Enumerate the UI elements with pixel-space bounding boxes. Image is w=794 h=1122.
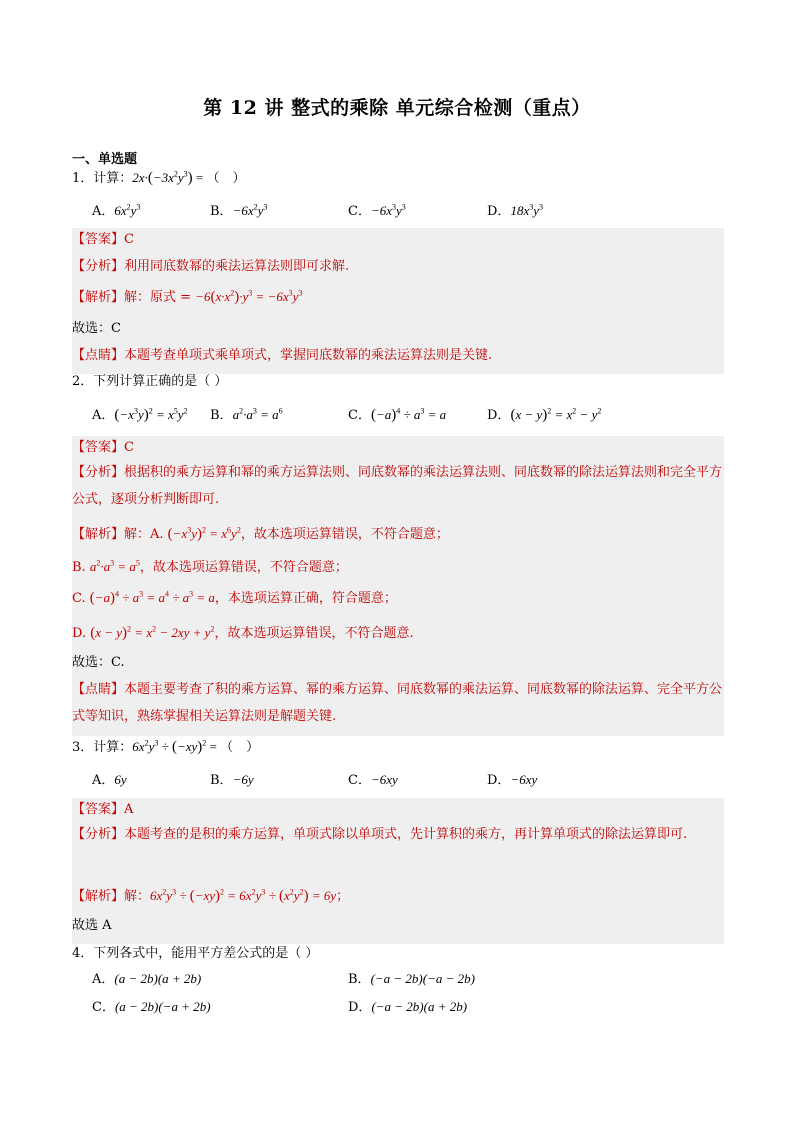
question-2-option-a: A．$(-x^3y)^2 = x^5y^2$	[92, 406, 188, 423]
question-4-option-d: D．(−a − 2b)(a + 2b)	[348, 999, 468, 1015]
question-3-option-c: C．−6xy	[348, 772, 398, 788]
question-3-expression: $6x^2y^3 \div (-xy)^2$ = （ ）	[132, 738, 260, 755]
question-2-analysis: 【分析】根据积的乘方运算和幂的乘方运算法则、同底数幂的乘法运算法则、同底数幂的除法运算法则和完全平方公式，逐项分析判断即可.	[72, 465, 723, 507]
question-3-answer-box	[72, 798, 724, 944]
question-4-option-b: B．(−a − 2b)(−a − 2b)	[348, 971, 475, 987]
question-2-solution-b: B. $a^2\cdot a^3 = a^5$，故本选项运算错误，不符合题意；	[72, 558, 348, 575]
question-4-option-a: A．(a − 2b)(a + 2b)	[92, 971, 202, 987]
section-heading: 一、单选题	[72, 152, 138, 167]
question-1-answer-box	[72, 228, 724, 374]
question-2-solution-c: C. $(-a)^4 \div a^3 = a^4 \div a^3 = a$，本选项运算正确，符合题意；	[72, 589, 397, 606]
question-3-stem: 3．计算：	[72, 740, 133, 755]
question-1-solution: 【解析】解：原式 = $-6(x\cdot x^2)\cdot y^3 = -6x^3y^3$	[72, 288, 303, 305]
question-3-answer: 【答案】A	[72, 802, 134, 817]
question-2-answer: 【答案】C	[72, 440, 134, 455]
question-2-choice: 故选：C.	[72, 655, 125, 670]
question-2-comment: 【点睛】本题主要考查了积的乘方运算、幂的乘方运算、同底数幂的乘法运算、同底数幂的除法运算、完全平方公式等知识，熟练掌握相关运算法则是解题关键.	[72, 682, 723, 724]
question-3	[72, 737, 259, 758]
question-2-option-d: D．$(x - y)^2 = x^2 - y^2$	[487, 406, 602, 423]
question-1-choice: 故选：C	[72, 321, 121, 336]
question-1-expression: $2x\cdot(-3x^2y^3)$ = （ ）	[132, 169, 246, 186]
question-4-option-c: C．(a − 2b)(−a + 2b)	[92, 999, 211, 1015]
question-1-option-d: D．$18x^3y^3$	[487, 202, 543, 219]
question-3-choice: 故选 A	[72, 918, 112, 933]
question-2-stem: 2．下列计算正确的是（ ）	[72, 374, 228, 389]
question-1-stem: 1．计算：	[72, 171, 133, 186]
question-3-option-b: B．−6y	[210, 772, 254, 788]
question-2-solution-a: 【解析】解：A. $(-x^3y)^2 = x^6y^2$，故本选项运算错误，不符合题意；	[72, 525, 449, 542]
question-2-solution-d: D. $(x - y)^2 = x^2 - 2xy + y^2$，故本选项运算错误，不符合题意.	[72, 624, 414, 641]
question-2-answer-box	[72, 436, 724, 736]
question-2-option-b: B．$a^2\cdot a^3 = a^6$	[210, 406, 283, 423]
question-4-stem: 4．下列各式中，能用平方差公式的是（ ）	[72, 946, 319, 961]
question-1	[72, 168, 245, 189]
question-1-comment: 【点睛】本题考查单项式乘单项式，掌握同底数幂的乘法运算法则是关键.	[72, 348, 493, 363]
question-1-answer: 【答案】C	[72, 232, 134, 247]
page-title: 第 12 讲 整式的乘除 单元综合检测（重点）	[203, 97, 591, 119]
question-1-option-c: C．$-6x^3y^3$	[348, 202, 406, 219]
question-3-option-d: D．−6xy	[487, 772, 538, 788]
question-3-option-a: A．6y	[92, 772, 127, 788]
question-3-analysis: 【分析】本题考查的是积的乘方运算，单项式除以单项式，先计算积的乘方，再计算单项式的除法运算即可.	[72, 827, 688, 842]
question-2-option-c: C．$(-a)^4 \div a^3 = a$	[348, 406, 447, 423]
question-3-solution: 【解析】解：$6x^2y^3 \div (-xy)^2 = 6x^2y^3 \div (x^2y^2) = 6y$；	[72, 887, 350, 904]
question-1-option-a: A．$6x^2y^3$	[92, 202, 141, 219]
question-1-analysis: 【分析】利用同底数幂的乘法运算法则即可求解.	[72, 259, 350, 274]
question-1-option-b: B．$-6x^2y^3$	[210, 202, 268, 219]
